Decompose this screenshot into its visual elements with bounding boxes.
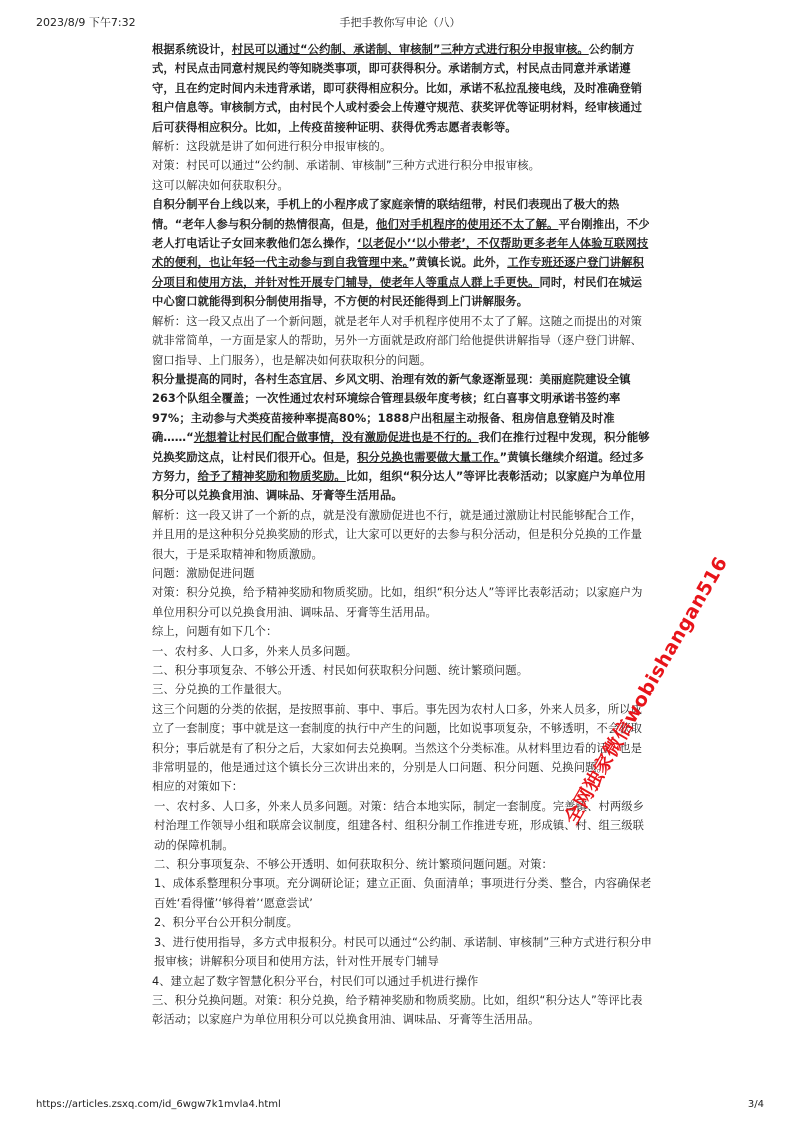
page-header (36, 14, 764, 30)
strategy-subitem-1: 1、成体系整理积分事项。充分调研论证；建立正面、负面清单；事项进行分类、整合，内容确保老百姓‘看得懂’‘够得着’‘愿意尝试’ (154, 877, 652, 910)
analysis-2: 解析：这一段又点出了一个新问题，就是老年人对手机程序使用不太了了解。这随之而提出的对策就非常简单，一方面是家人的帮助，另外一方面就是政府部门给他提供讲解指导（逐户登门讲解、窗口指导、上门服务），也是解决如何获取积分的问题。 (152, 314, 643, 367)
strategy-subitem-4: 4、建立起了数字智慧化积分平台，村民们可以通过手机进行操作 (152, 974, 479, 988)
source-url: https://articles.zsxq.com/id_6wgw7k1mvla4.html (36, 1099, 281, 1110)
strategy-item-2: 二、积分事项复杂、不够公开透明、如何获取积分、统计繁琐问题问题。对策： (154, 858, 553, 872)
strategy-item-1: 一、农村多、人口多，外来人员多问题。对策：结合本地实际，制定一套制度。完善镇、村两级乡村治理工作领导小组和联席会议制度，组建各村、组积分制工作推进专班，形成镇、村、组三级联动的保障机制。 (154, 799, 645, 852)
summary-intro: 综上，问题有如下几个： (152, 625, 278, 639)
paragraph-material-1: 根据系统设计，村民可以通过“公约制、承诺制、审核制”三种方式进行积分申报审核。公约制方式，村民点击同意村规民约等知晓类事项，即可获得积分。承诺制方式，村民点击同意并承诺遵守，且在约定时间内未违背承诺，即可获得相应积分。比如，承诺不私拉乱接电线，及时准确登销租户信息等。审核制方式，由村民个人或村委会上传遵守规范、获奖评优等证明材料，经审核通过后可获得相应积分。比如，上传疫苗接种证明、获得优秀志愿者表彰等。 (152, 43, 643, 134)
analysis-3: 解析：这一段又讲了一个新的点，就是没有激励促进也不行，就是通过激励让村民能够配合工作，并且用的是这种积分兑换奖励的形式，让大家可以更好的去参与积分活动，但是积分兑换的工作量很大，于是采取精神和物质激励。 (152, 508, 643, 561)
paragraph-material-2: 自积分制平台上线以来，手机上的小程序成了家庭亲情的联结纽带，村民们表现出了极大的热情。“老年人参与积分制的热情很高，但是，他们对手机程序的使用还不太了解。平台刚推出，不少老人打电话让子女回来教他们怎么操作，‘以老促小’‘以小带老’，不仅帮助更多老年人体验互联网技术的便利，也让年轻一代主动参与到自我管理中来。”黄镇长说。此外，工作专班还逐户登门讲解积分项目和使用方法，并针对性开展专门辅导，使老年人等重点人群上手更快。同时，村民们在城运中心窗口就能得到积分制使用指导，不方便的村民还能得到上门讲解服务。 (152, 198, 650, 309)
strategy-subitem-2: 2、积分平台公开积分制度。 (154, 916, 299, 930)
problem-label: 问题：激励促进问题 (152, 566, 255, 580)
strategy-subitem-3: 3、进行使用指导，多方式申报积分。村民可以通过“公约制、承诺制、审核制”三种方式进行积分申报审核；讲解积分项目和使用方法，针对性开展专门辅导 (154, 935, 652, 969)
print-datetime: 2023/8/9 下午7:32 (36, 16, 136, 29)
classification-explanation: 这三个问题的分类的依据，是按照事前、事中、事后。事先因为农村人口多，外来人员多，所以成立了一套制度；事中就是这一套制度的执行中产生的问题，比如说事项复杂，不够透明，不会获取积分；事后就是有了积分之后，大家如何去兑换啊。当然这个分类标准。从材料里边看的话，也是非常明显的，他是通过这个镇长分三次讲出来的，分别是人口问题、积分问题、兑换问题。 (152, 702, 643, 775)
strategy-item-3: 三、积分兑换问题。对策：积分兑换，给予精神奖励和物质奖励。比如，组织“积分达人”等评比表彰活动；以家庭户为单位用积分可以兑换食用油、调味品、牙膏等生活用品。 (152, 993, 643, 1027)
paragraph-material-3: 积分量提高的同时，各村生态宜居、乡风文明、治理有效的新气象逐渐显现：美丽庭院建设全镇263个队组全覆盖；一次性通过农村环境综合管理县级年度考核；红白喜事文明承诺书签约率97%；主动参与犬类疫苗接种率提高80%；1888户出租屋主动报备、租房信息登销及时准确……“光想着让村民们配合做事情，没有激励促进也是不行的。我们在推行过程中发现，积分能够兑换奖励这点，让村民们很开心。但是，积分兑换也需要做大量工作。”黄镇长继续介绍道。经过多方努力，给予了精神奖励和物质奖励。比如，组织“积分达人”等评比表彰活动；以家庭户为单位用积分可以兑换食用油、调味品、牙膏等生活用品。 (152, 372, 650, 503)
note-1: 这可以解决如何获取积分。 (152, 178, 289, 192)
article-body (152, 40, 652, 1030)
problem-item-2: 二、积分事项复杂、不够公开透、村民如何获取积分问题、统计繁琐问题。 (152, 664, 529, 677)
watermark-text: 全网独家微信wobishangan516 (560, 552, 733, 829)
page-title: 手把手教你写申论（八） (339, 16, 461, 29)
analysis-1: 解析：这段就是讲了如何进行积分申报审核的。 (152, 140, 392, 154)
strategies-intro: 相应的对策如下： (152, 780, 244, 794)
page-number: 3/4 (747, 1099, 764, 1110)
page-footer (36, 1099, 764, 1113)
problem-item-1: 一、农村多、人口多，外来人员多问题。 (152, 644, 358, 658)
problem-item-3: 三、分兑换的工作量很大。 (152, 683, 289, 697)
strategy-1: 对策：村民可以通过“公约制、承诺制、审核制”三种方式进行积分申报审核。 (152, 159, 541, 173)
strategy-2: 对策：积分兑换，给予精神奖励和物质奖励。比如，组织“积分达人”等评比表彰活动；以家庭户为单位用积分可以兑换食用油、调味品、牙膏等生活用品。 (152, 586, 643, 619)
